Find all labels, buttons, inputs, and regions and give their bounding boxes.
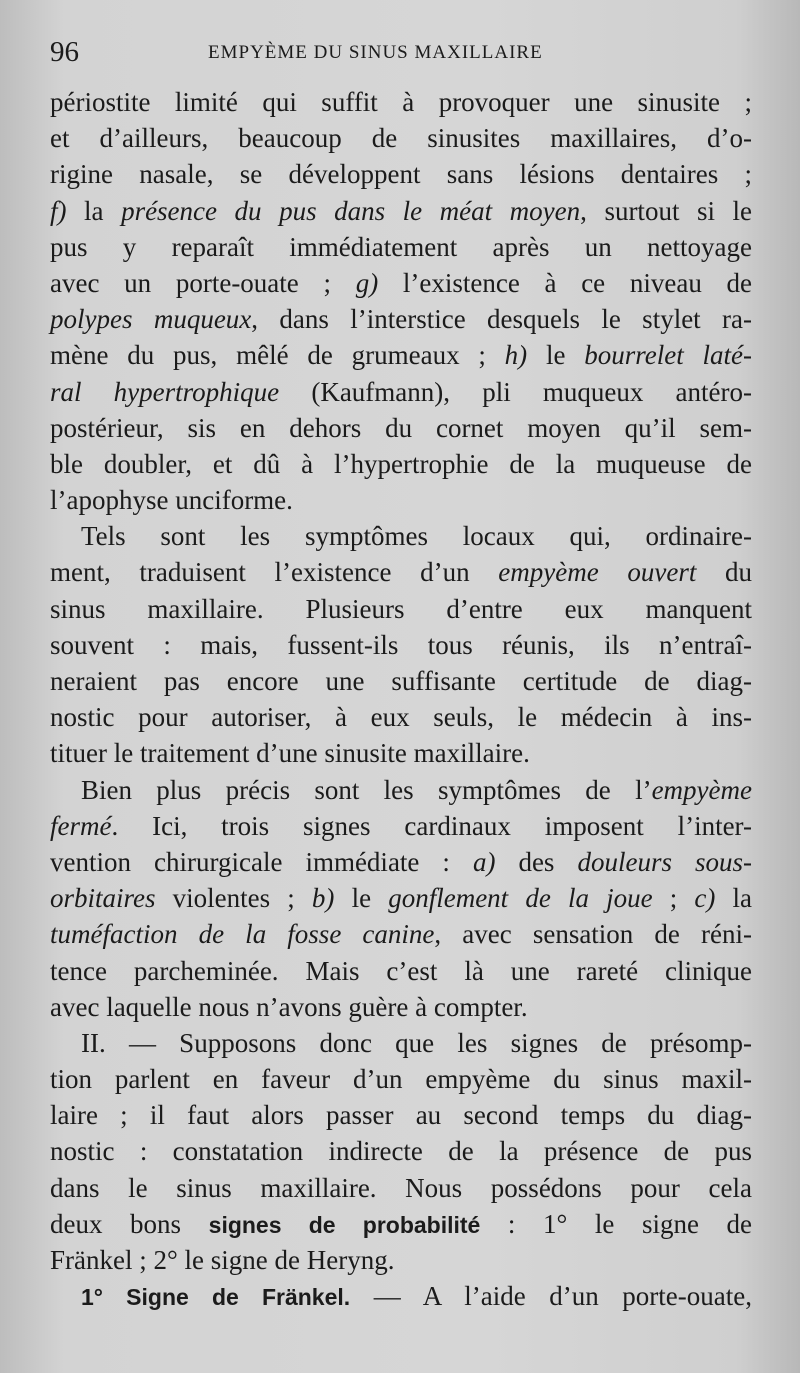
italic-term: orbitaires <box>50 883 156 914</box>
text-line <box>50 1170 752 1206</box>
text-span: l’existence à ce niveau de <box>378 267 753 298</box>
italic-term: empyème <box>651 774 752 805</box>
text-span: avec un porte-ouate ; <box>50 267 356 298</box>
text-span: dans le sinus maxillaire. Nous possédons pour cela <box>50 1172 752 1203</box>
italic-term: bourrelet laté- <box>584 340 752 371</box>
italic-term: empyème ouvert <box>498 557 697 588</box>
text-span: , avec sensation de réni- <box>434 919 752 950</box>
text-line <box>50 591 752 627</box>
italic-term: douleurs sous- <box>577 846 752 877</box>
text-line <box>50 482 752 518</box>
text-span: — A l’aide d’un porte-ouate, <box>350 1281 752 1312</box>
text-span: la <box>715 883 752 914</box>
text-line <box>50 265 752 301</box>
text-span: ment, traduisent l’existence d’un <box>50 557 499 588</box>
text-span: (Kaufmann), pli muqueux antéro- <box>279 376 752 407</box>
text-span: la <box>66 195 122 226</box>
bold-term: signes de probabilité <box>208 1211 481 1238</box>
italic-term: fermé <box>50 810 112 841</box>
text-line <box>50 880 752 916</box>
italic-term: présence du pus dans le méat moyen <box>121 195 581 226</box>
text-span: : 1° le signe de <box>480 1208 753 1239</box>
paragraph-start-line <box>50 1278 752 1314</box>
text-line <box>50 1097 752 1133</box>
text-line <box>50 193 752 229</box>
text-span: avec laquelle nous n’avons guère à compter. <box>50 991 528 1022</box>
body-text <box>50 84 752 1314</box>
text-span: Tels sont les symptômes locaux qui, ordinaire- <box>81 521 752 552</box>
text-span: , surtout si le <box>580 195 752 226</box>
text-line <box>50 554 752 590</box>
italic-term: tuméfaction de la fosse canine <box>50 919 435 950</box>
italic-term: gonflement de la joue <box>388 883 653 914</box>
text-line <box>50 120 752 156</box>
text-span: deux bons <box>50 1208 209 1239</box>
text-span: tence parcheminée. Mais c’est là une rareté clinique <box>50 955 752 986</box>
text-span: II. — Supposons donc que les signes de présomp- <box>81 1027 752 1058</box>
text-span: souvent : mais, fussent-ils tous réunis, ils n’entraî- <box>50 629 752 660</box>
text-line <box>50 699 752 735</box>
text-line <box>50 301 752 337</box>
text-span: Fränkel ; 2° le signe de Heryng. <box>50 1245 395 1275</box>
text-span: , dans l’interstice desquels le stylet ra- <box>251 304 752 335</box>
text-span: Bien plus précis sont les symptômes de l’ <box>81 774 652 805</box>
paragraph-start-line <box>50 772 752 808</box>
list-marker: f) <box>50 195 67 226</box>
text-line <box>50 1242 752 1278</box>
text-span: laire ; il faut alors passer au second temps du diag- <box>50 1100 752 1131</box>
text-span: le <box>527 340 585 371</box>
text-span: et d’ailleurs, beaucoup de sinusites maxillaires, d’o- <box>50 123 752 154</box>
text-span: neraient pas encore une suffisante certitude de diag- <box>50 666 752 696</box>
italic-term: ral hypertrophique <box>50 376 280 407</box>
text-span: vention chirurgicale immédiate : <box>50 846 473 877</box>
text-line <box>50 156 752 192</box>
text-line <box>50 735 752 771</box>
text-span: nostic : constatation indirecte de la présence de pus <box>50 1136 752 1167</box>
list-marker: h) <box>504 340 528 371</box>
text-span: ble doubler, et dû à l’hypertrophie de la muqueuse de <box>50 448 752 479</box>
text-line <box>50 1061 752 1097</box>
text-span: des <box>495 846 578 877</box>
text-span: pus y reparaît immédiatement après un nettoyage <box>50 231 752 262</box>
text-line <box>50 627 752 663</box>
list-marker: a) <box>472 846 496 877</box>
text-span: . Ici, trois signes cardinaux imposent l’inter- <box>111 810 752 841</box>
text-span: l’apophyse unciforme. <box>50 485 293 516</box>
list-marker: c) <box>694 883 716 914</box>
text-span: périostite limité qui suffit à provoquer une sinusite ; <box>50 87 752 117</box>
running-title: EMPYÈME DU SINUS MAXILLAIRE <box>208 42 543 63</box>
text-line <box>50 410 752 446</box>
italic-term: polypes muqueux <box>50 304 252 335</box>
text-span: sinus maxillaire. Plusieurs d’entre eux manquent <box>50 593 752 624</box>
page-number: 96 <box>50 36 79 68</box>
text-line <box>50 663 752 699</box>
text-line <box>50 446 752 482</box>
list-marker: b) <box>311 883 335 914</box>
text-span: rigine nasale, se développent sans lésions dentaires ; <box>50 159 752 190</box>
text-span: ; <box>652 883 695 914</box>
text-span: tion parlent en faveur d’un empyème du sinus maxil- <box>50 1064 752 1095</box>
text-line <box>50 1133 752 1169</box>
text-span: nostic pour autoriser, à eux seuls, le médecin à ins- <box>50 702 752 733</box>
text-line <box>50 953 752 989</box>
text-line <box>50 1206 752 1242</box>
text-line <box>50 989 752 1025</box>
paragraph-start-line <box>50 518 752 554</box>
section-heading: 1° Signe de Fränkel. <box>81 1284 351 1311</box>
text-line <box>50 916 752 952</box>
paragraph-start-line <box>50 1025 752 1061</box>
text-line <box>50 844 752 880</box>
text-span: tituer le traitement d’une sinusite maxillaire. <box>50 738 530 769</box>
text-line <box>50 374 752 410</box>
list-marker: g) <box>355 267 379 298</box>
text-span: du <box>696 557 752 588</box>
text-line <box>50 808 752 844</box>
text-span: le <box>334 883 389 914</box>
text-span: violentes ; <box>155 883 312 914</box>
text-line <box>50 84 752 120</box>
text-line <box>50 229 752 265</box>
text-span: postérieur, sis en dehors du cornet moyen qu’il sem- <box>50 412 752 443</box>
text-span: mène du pus, mêlé de grumeaux ; <box>50 340 505 371</box>
page-header <box>48 36 752 70</box>
text-line <box>50 337 752 373</box>
